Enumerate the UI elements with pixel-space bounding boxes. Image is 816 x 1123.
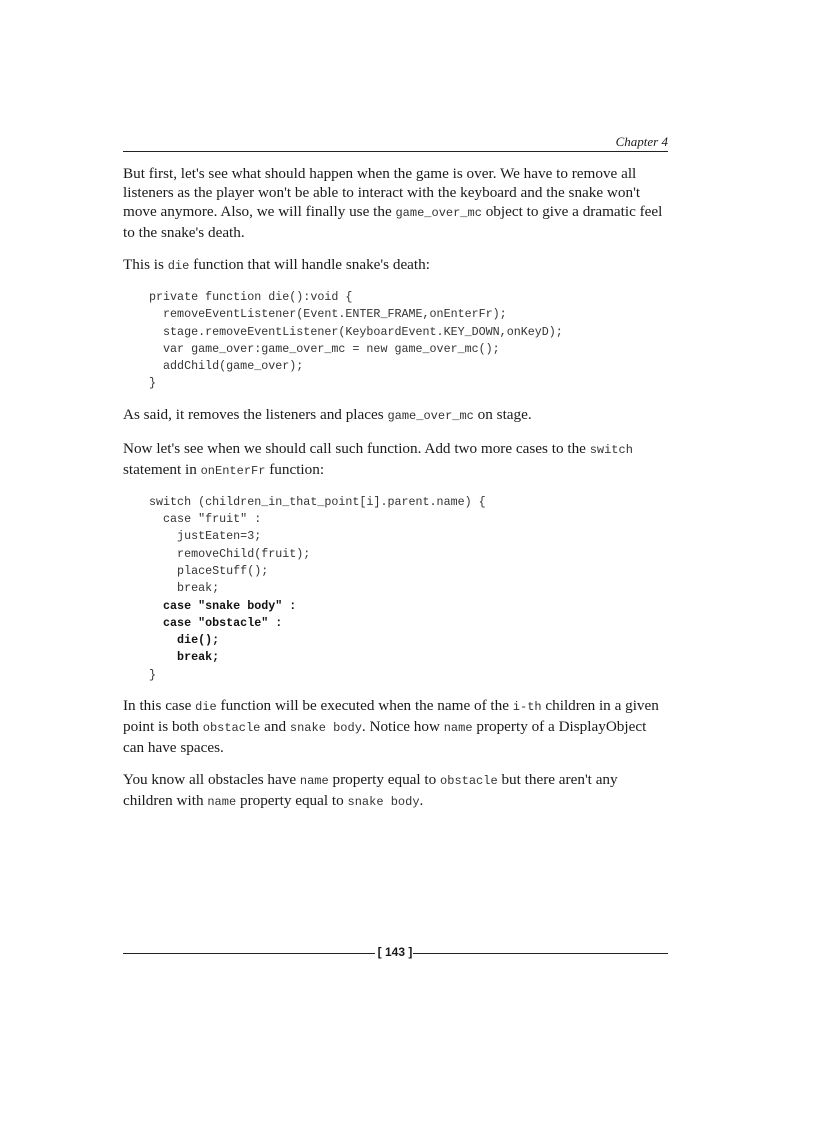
text: In this case [123,697,196,715]
text: on stage. [473,405,532,423]
text: children in a given point is both [123,697,659,736]
inline-code: game_over_mc [395,206,482,220]
text: property equal to [328,771,441,789]
inline-code: obstacle [202,721,261,736]
header-rule [123,151,668,152]
inline-code: die [195,700,217,715]
code-line-highlighted: case "snake body" : [149,598,297,613]
text: but there aren't any children with [123,771,618,810]
text: property of a DisplayObject can have spaces. [123,718,647,757]
inline-code: i-th [512,700,542,715]
book-page [123,0,668,1123]
text: This is [123,256,168,273]
text: As said, it removes the listeners and places [123,405,388,423]
text: Now let's see when we should call such function. Add two more cases to the [123,439,590,457]
code-line: addChild(game_over); [149,359,304,374]
code-line: switch (children_in_that_point[i].parent.name) { [149,494,486,509]
code-line-highlighted: case "obstacle" : [149,615,283,630]
code-line: var game_over:game_over_mc = new game_over_mc(); [149,341,500,356]
inline-code: die [167,259,190,273]
inline-code: game_over_mc [387,408,474,423]
code-line: break; [149,581,220,596]
page-header [123,134,668,152]
code-line-highlighted: die(); [149,633,220,648]
code-block-die [123,289,668,393]
inline-code: onEnterFr [200,463,266,478]
inline-code: name [299,774,329,789]
code-line: case "fruit" : [149,512,262,527]
footer-rule-right [413,953,668,954]
inline-code: obstacle [440,774,498,789]
code-line: private function die():void { [149,290,353,304]
page-content [123,164,668,825]
code-line: removeChild(fruit); [149,546,311,561]
paragraph-as-said [123,405,668,426]
inline-code: snake body [347,795,420,810]
paragraph-obstacles [123,770,668,812]
inline-code: name [207,795,237,810]
code-block-switch [123,494,668,684]
code-line: stage.removeEventListener(KeyboardEvent.KEY_DOWN,onKeyD); [149,324,563,339]
text: function will be executed when the name of the [216,697,513,715]
code-line: removeEventListener(Event.ENTER_FRAME,onEnterFr); [149,307,507,322]
code-line: } [149,667,157,682]
paragraph-explanation [123,696,668,757]
chapter-label: Chapter 4 [615,134,668,149]
text: You know all obstacles have [123,771,300,789]
text: . [419,792,424,810]
inline-code: snake body [289,721,362,736]
page-footer [123,944,668,964]
inline-code: name [443,721,473,736]
paragraph-die-intro [123,255,668,276]
text: statement in [123,460,201,478]
text: property equal to [236,792,348,810]
text: object to give a dramatic feel to the snake's death. [123,203,663,241]
code-line: } [149,376,157,391]
code-line-highlighted: break; [149,650,220,665]
code-line: justEaten=3; [149,529,262,544]
text: function: [265,460,325,478]
text: But first, let's see what should happen when the game is over. We have to remove all listeners as the player won't be able to interact with the keyboard and the snake won't move anymore. Also, we will finally use the [123,165,641,220]
text: function that will handle snake's death: [189,256,430,273]
text: . Notice how [361,718,444,736]
inline-code: switch [589,442,633,457]
code-line: placeStuff(); [149,563,269,578]
paragraph-switch-intro [123,439,668,481]
footer-rule-left [123,953,375,954]
page-number: [ 143 ] [377,945,413,959]
text: and [260,718,290,736]
paragraph-intro [123,164,668,242]
